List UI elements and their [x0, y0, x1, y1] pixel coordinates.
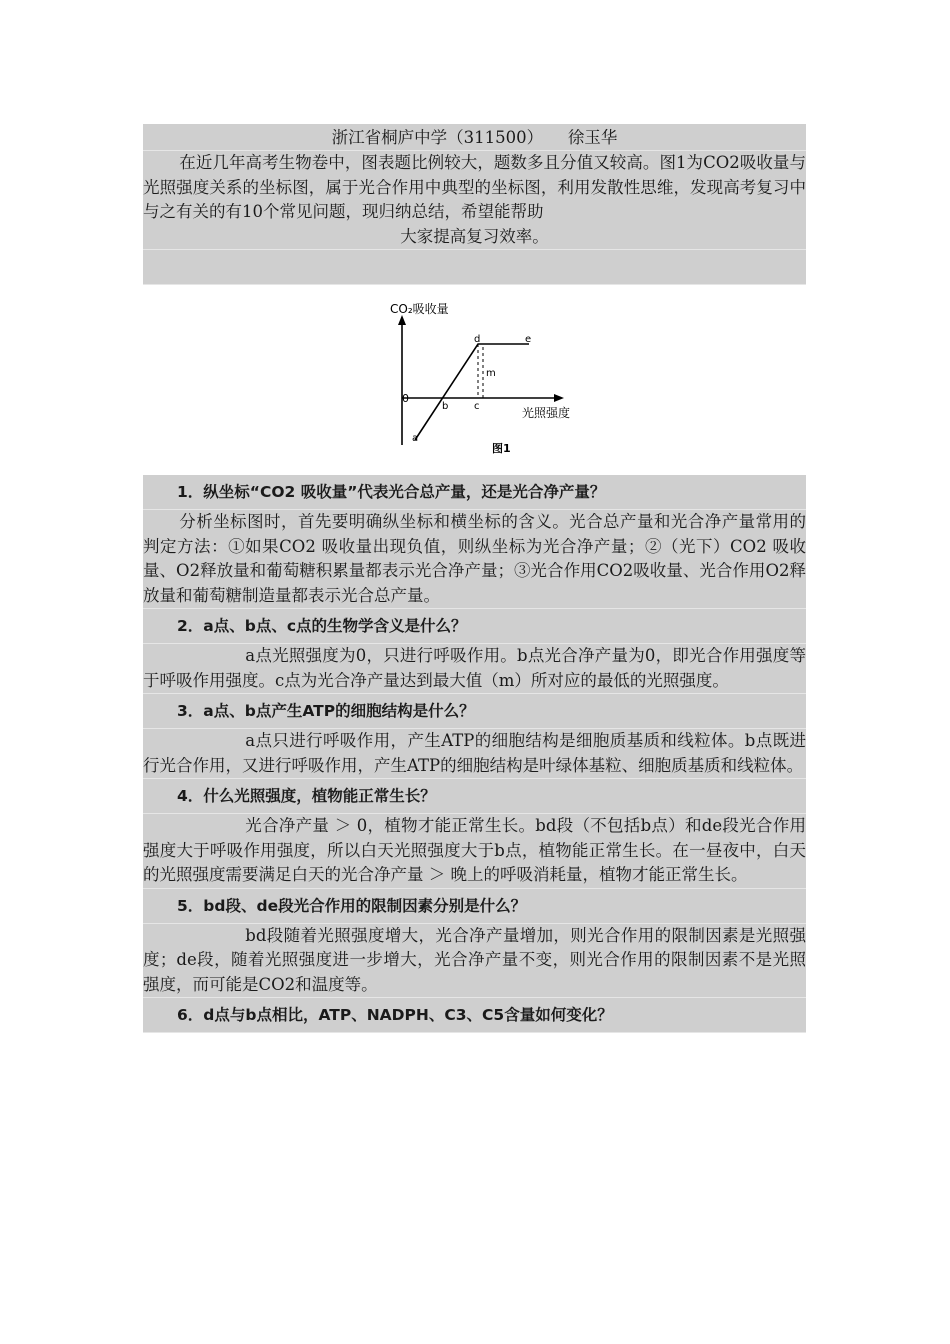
- label-d: d: [474, 334, 481, 345]
- x-axis-arrow: [554, 394, 564, 402]
- figure-1: [382, 295, 601, 463]
- label-origin: 0: [402, 392, 409, 405]
- question-2: 2．a点、b点、c点的生物学含义是什么？: [143, 609, 806, 644]
- answer-1: 分析坐标图时，首先要明确纵坐标和横坐标的含义。光合总产量和光合净产量常用的判定方法：①如果CO2 吸收量出现负值，则纵坐标为光合净产量；②（光下）CO2 吸收量、O2释放量和葡萄糖积累量都表示光合净产量；③光合作用CO2吸收量、光合作用O2释放量和葡萄糖制造量都表示光合总产量。: [143, 510, 806, 609]
- label-a: a: [412, 433, 419, 444]
- x-axis-label: 光照强度: [522, 406, 571, 420]
- figure-row: [143, 285, 806, 475]
- co2-light-graph: [382, 295, 601, 463]
- y-axis-label: CO₂吸收量: [390, 302, 449, 316]
- intro-last-line: 大家提高复习效率。: [400, 226, 549, 246]
- figure-caption: 图1: [492, 442, 511, 455]
- answer-4: 光合净产量 ＞ 0，植物才能正常生长。bd段（不包括b点）和de段光合作用强度大于呼吸作用强度，所以白天光照强度大于b点，植物能正常生长。在一昼夜中，白天的光照强度需要满足白天的光合净产量 ＞ 晚上的呼吸消耗量，植物才能正常生长。: [143, 814, 806, 889]
- question-4: 4．什么光照强度，植物能正常生长？: [143, 779, 806, 814]
- intro-paragraph: [143, 151, 806, 250]
- answer-5: bd段随着光照强度增大，光合净产量增加，则光合作用的限制因素是光照强度；de段，随着光照强度进一步增大，光合净产量不变，则光合作用的限制因素不是光照强度，而可能是CO2和温度等。: [143, 924, 806, 999]
- intro-body: 在近几年高考生物卷中，图表题比例较大，题数多且分值又较高。图1为CO2吸收量与光照强度关系的坐标图，属于光合作用中典型的坐标图，利用发散性思维，发现高考复习中与之有关的有10个常见问题，现归纳总结，希望能帮助: [143, 153, 806, 221]
- author-line: 浙江省桐庐中学（311500） 徐玉华: [143, 124, 806, 151]
- blank-band: [143, 250, 806, 285]
- label-e: e: [525, 334, 532, 345]
- question-3: 3．a点、b点产生ATP的细胞结构是什么？: [143, 694, 806, 729]
- answer-2: a点光照强度为0，只进行呼吸作用。b点光合净产量为0，即光合作用强度等于呼吸作用强度。c点为光合净产量达到最大值（m）所对应的最低的光照强度。: [143, 644, 806, 694]
- label-m: m: [486, 368, 496, 379]
- document-page: [143, 124, 806, 1033]
- label-b: b: [442, 401, 449, 412]
- question-5: 5．bd段、de段光合作用的限制因素分别是什么？: [143, 889, 806, 924]
- y-axis-arrow: [398, 315, 406, 325]
- question-6: 6．d点与b点相比，ATP、NADPH、C3、C5含量如何变化？: [143, 998, 806, 1033]
- curve-line: [415, 344, 529, 440]
- question-1: 1．纵坐标“CO2 吸收量”代表光合总产量，还是光合净产量？: [143, 475, 806, 510]
- answer-3: a点只进行呼吸作用，产生ATP的细胞结构是细胞质基质和线粒体。b点既进行光合作用，又进行呼吸作用，产生ATP的细胞结构是叶绿体基粒、细胞质基质和线粒体。: [143, 729, 806, 779]
- label-c: c: [474, 401, 480, 412]
